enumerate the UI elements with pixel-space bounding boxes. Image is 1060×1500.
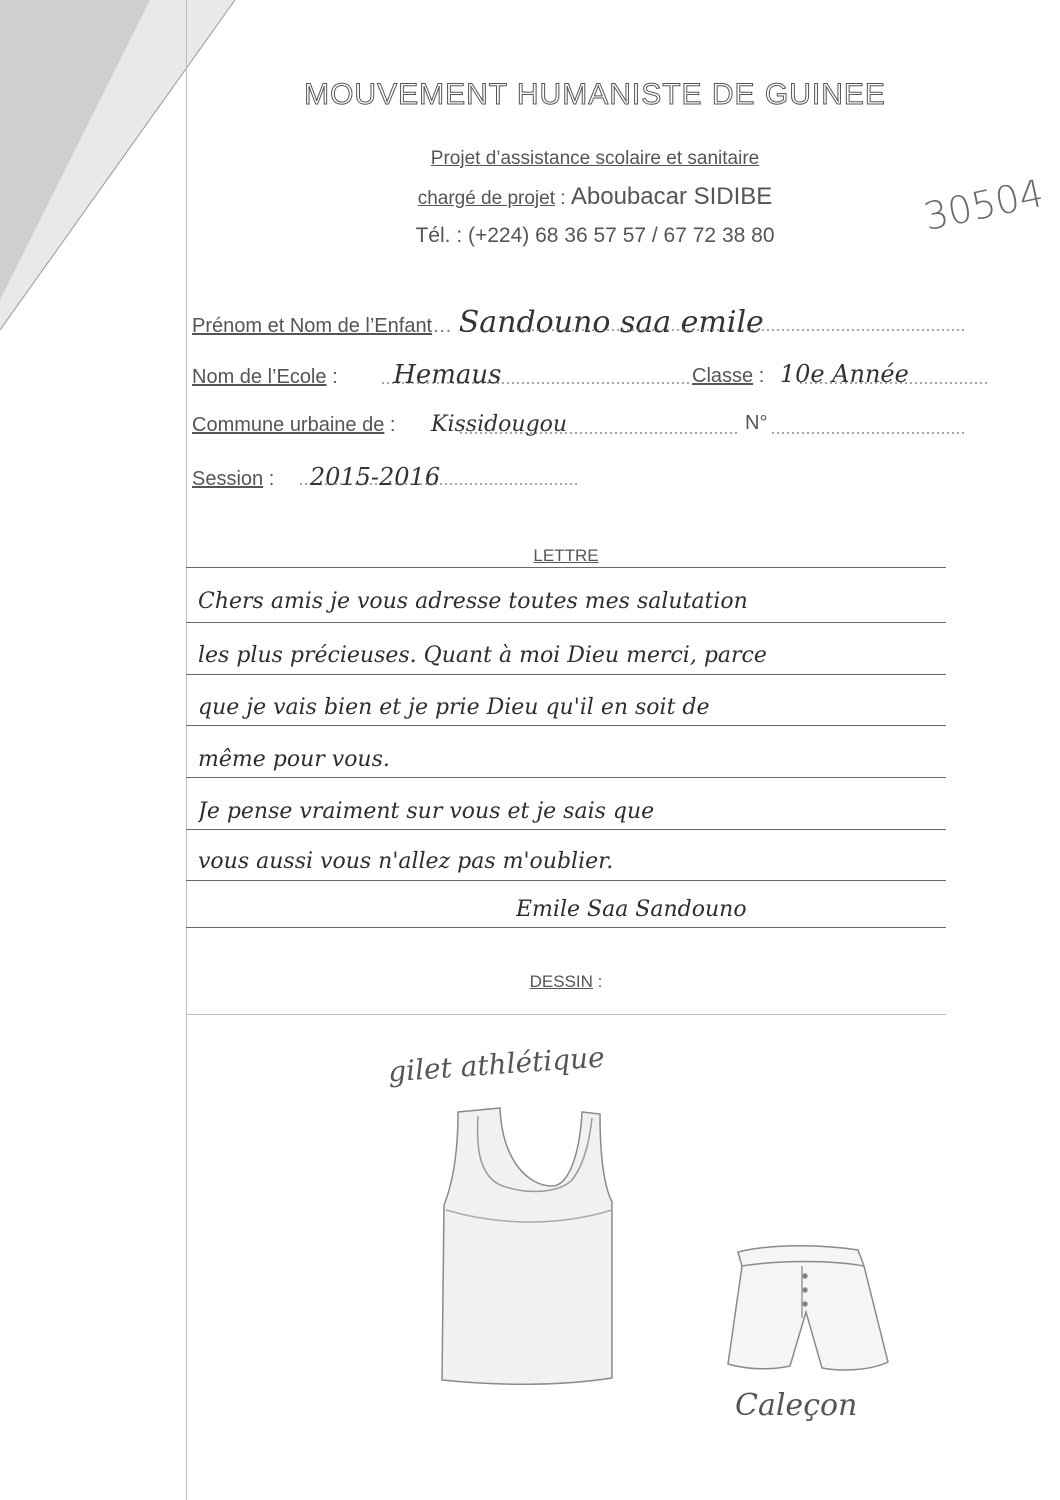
letter-line: vous aussi vous n'allez pas m'oublier. — [198, 849, 614, 874]
commune-label: Commune urbaine de — [192, 414, 385, 436]
school-value: Hemaus — [393, 360, 502, 390]
school-row: Nom de l’Ecole : Hemaus — [192, 360, 502, 390]
school-label: Nom de l’Ecole — [192, 366, 327, 388]
session-value: 2015-2016 — [309, 463, 441, 491]
vest-sketch — [442, 1108, 612, 1384]
commune-value: Kissidougou — [431, 412, 568, 437]
drawing-title: DESSIN — [529, 972, 593, 991]
class-value: 10e Année — [779, 360, 909, 388]
class-label: Classe — [692, 365, 754, 387]
telephone: Tél. : (+224) 68 36 57 57 / 67 72 38 80 — [415, 224, 775, 247]
project-manager: chargé de projet : Aboubacar SIDIBE — [417, 183, 773, 210]
caption-gilet: gilet athlétique — [387, 1040, 606, 1089]
commune-row: Commune urbaine de : Kissidougou — [192, 412, 568, 437]
letter-title: LETTRE — [533, 546, 599, 565]
letter-line: Chers amis je vous adresse toutes mes salutation — [198, 589, 748, 614]
child-name-row: Prénom et Nom de l’Enfant… Sandouno saa emile — [192, 305, 764, 340]
caption-calecon: Caleçon — [735, 1388, 858, 1423]
child-name-label: Prénom et Nom de l’Enfant — [192, 315, 433, 337]
class-row: Classe : 10e Année — [692, 360, 909, 388]
shorts-sketch — [728, 1246, 888, 1370]
letter-line: que je vais bien et je prie Dieu qu'il en soit de — [198, 695, 710, 720]
stamp-number: 30504 — [920, 170, 1048, 240]
project-title: Projet d’assistance scolaire et sanitaire — [430, 148, 760, 169]
number-label: N° — [745, 412, 768, 434]
organization-title: MOUVEMENT HUMANISTE DE GUINEE — [304, 78, 886, 111]
letter-line: même pour vous. — [198, 747, 390, 772]
drawing-title-row: DESSIN : — [529, 972, 603, 991]
letter-line: Je pense vraiment sur vous et je sais que — [198, 799, 655, 824]
session-label: Session — [192, 468, 264, 490]
letter-signature: Emile Saa Sandouno — [516, 897, 747, 922]
letter-line: les plus précieuses. Quant à moi Dieu merci, parce — [198, 643, 767, 668]
session-row: Session : 2015-2016 — [192, 463, 441, 491]
child-name-value: Sandouno saa emile — [458, 305, 764, 340]
